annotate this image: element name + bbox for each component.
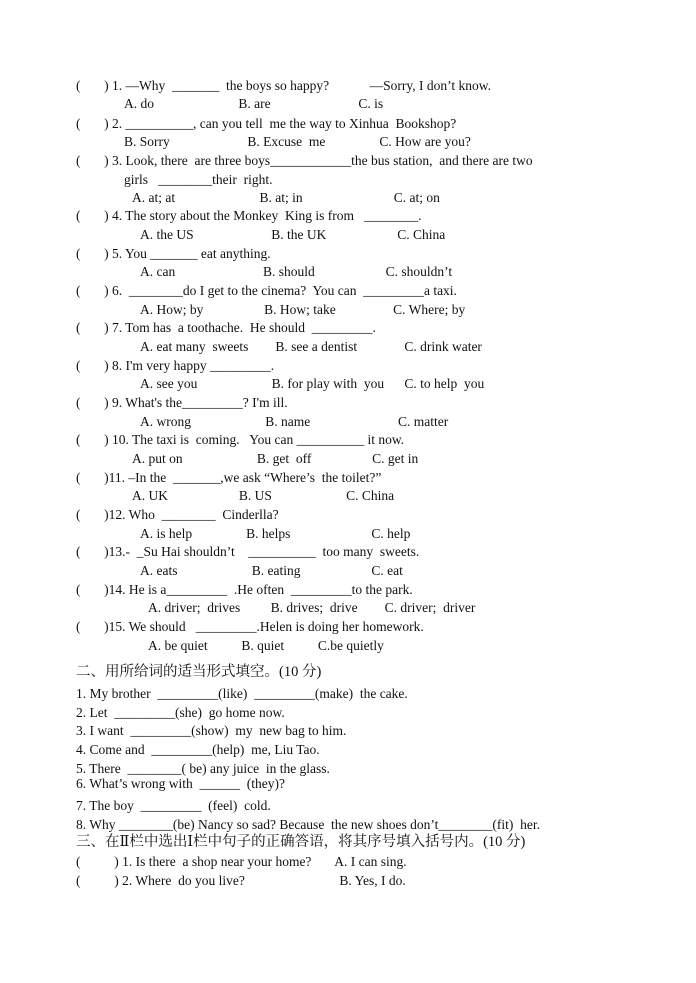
fill-in-item: 6. What’s wrong with ______ (they)? [76,776,285,791]
answer-options: B. Sorry B. Excuse me C. How are you? [124,134,471,149]
fill-in-item: 3. I want _________(show) my new bag to him. [76,723,347,738]
matching-item: ( ) 2. Where do you live? B. Yes, I do. [76,873,406,888]
fill-in-item: 7. The boy _________ (feel) cold. [76,798,271,813]
answer-options: A. be quiet B. quiet C.be quietly [148,638,384,653]
fill-in-item: 5. There ________( be) any juice in the glass. [76,761,330,776]
answer-options: A. eat many sweets B. see a dentist C. drink water [140,339,482,354]
question-line: ( ) 4. The story about the Monkey King is from ________. [76,208,422,223]
matching-item: ( ) 1. Is there a shop near your home? A. I can sing. [76,854,407,869]
question-line: ( ) 9. What's the_________? I'm ill. [76,395,288,410]
question-line: ( )13.- _Su Hai shouldn’t __________ too many sweets. [76,544,420,559]
question-line: ( ) 10. The taxi is coming. You can __________ it now. [76,432,405,447]
answer-options: A. see you B. for play with you C. to help you [140,376,485,391]
answer-options: A. the US B. the UK C. China [140,227,446,242]
question-line: ( )15. We should _________.Helen is doing her homework. [76,619,424,634]
answer-options: A. UK B. US C. China [132,488,395,503]
answer-options: A. driver; drives B. drives; drive C. driver; driver [148,600,476,615]
question-line: ( ) 7. Tom has a toothache. He should _________. [76,320,376,335]
question-line: ( ) 1. —Why _______ the boys so happy? —Sorry, I don’t know. [76,78,491,93]
question-line: ( ) 6. ________do I get to the cinema? You can _________a taxi. [76,283,457,298]
question-line: ( ) 5. You _______ eat anything. [76,246,271,261]
answer-options: A. at; at B. at; in C. at; on [132,190,440,205]
section-heading: 三、在Ⅱ栏中选出Ⅰ栏中句子的正确答语，将其序号填入括号内。(10 分) [76,834,526,850]
answer-options: A. wrong B. name C. matter [140,414,449,429]
fill-in-item: 4. Come and _________(help) me, Liu Tao. [76,742,320,757]
answer-options: A. put on B. get off C. get in [132,451,419,466]
answer-options: A. eats B. eating C. eat [140,563,403,578]
section-heading: 二、用所给词的适当形式填空。(10 分) [76,664,322,680]
question-line: ( ) 8. I'm very happy _________. [76,358,275,373]
answer-options: A. How; by B. How; take C. Where; by [140,302,466,317]
answer-options: A. do B. are C. is [124,96,384,111]
answer-options: A. can B. should C. shouldn’t [140,264,453,279]
answer-options: A. is help B. helps C. help [140,526,411,541]
question-line-continued: girls ________their right. [124,172,273,187]
fill-in-item: 8. Why ________(be) Nancy so sad? Because the new shoes don’t________(fit) her. [76,817,541,832]
question-line: ( )12. Who ________ Cinderlla? [76,507,279,522]
fill-in-item: 2. Let _________(she) go home now. [76,705,285,720]
question-line: ( )14. He is a_________ .He often _________to the park. [76,582,413,597]
question-line: ( )11. –In the _______,we ask “Where’s the toilet?” [76,470,382,485]
question-line: ( ) 2. __________, can you tell me the way to Xinhua Bookshop? [76,116,457,131]
question-line: ( ) 3. Look, there are three boys____________the bus station, and there are two [76,153,533,168]
fill-in-item: 1. My brother _________(like) _________(make) the cake. [76,686,408,701]
